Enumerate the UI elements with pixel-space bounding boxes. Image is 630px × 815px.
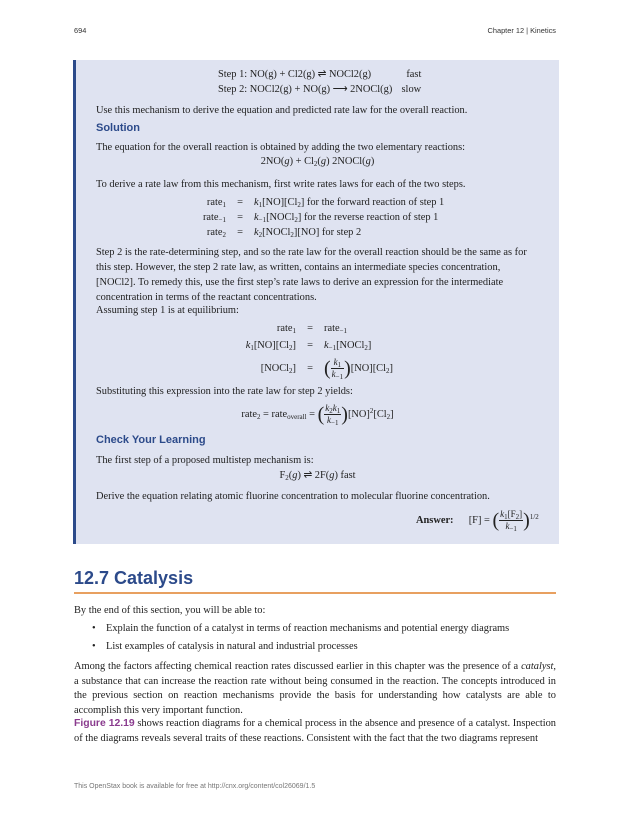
footer: This OpenStax book is available for free at http://cnx.org/content/col26069/1.5 [74, 783, 316, 790]
objective-item: • List examples of catalysis in natural and industrial processes [92, 641, 358, 652]
overall-equation: $2NO(g) + Cl_2(g)$ 2NOCl(g) [260, 156, 375, 168]
figure-link[interactable]: Figure 12.19 [74, 718, 135, 729]
equilibrium-equations: rate$_1$ = rate$_{-1}$ $k_1[NO][Cl_2]$ = $k_{-1}[NOCl_2]$ [NOCl$_2$] = ( $\frac{k_1}{k_{-1}}$ )$[NO][Cl_2]$ [245, 323, 393, 381]
mechanism-step1 [218, 68, 421, 80]
example-box [73, 60, 559, 544]
objective-item: • Explain the function of a catalyst in terms of reaction mechanisms and potential energy diagrams [92, 623, 510, 634]
rate-laws: rate$_1$ = $k_1[NO][Cl_2]$ for the forward reaction of step 1 rate$_{-1}$ = $k_{-1}[NOCl_2]$ for the reverse reaction of step 1 rate$_2$ = $k_2[NOCl_2][NO]$ for step 2 [202, 197, 445, 239]
check-heading: Check Your Learning [96, 434, 206, 446]
derive-text: To derive a rate law from this mechanism, first write rates laws for each of the two steps. [96, 179, 466, 190]
chapter-header: Chapter 12 | Kinetics [487, 26, 556, 35]
subst-text: Substituting this expression into the rate law for step 2 yields: [96, 386, 353, 397]
page-number: 694 [74, 26, 87, 35]
rate2-note: for step 2 [321, 227, 362, 238]
step1-equation: Step 1: NO(g) + Cl2(g) ⇌ NOCl2(g) [218, 69, 372, 80]
rate-overall-equation: rate$_2$ = rate$_{overall}$ = ( $\frac{k_2k_1}{k_{-1}}$ )$[NO]^2[Cl_2]$ [241, 403, 394, 427]
check-text: The first step of a proposed multistep mechanism is: [96, 455, 314, 466]
f2-rate: fast [340, 470, 356, 481]
mechanism-step2 [218, 83, 421, 95]
section-rule [74, 592, 556, 594]
answer-line: Answer: [F] = ( $\frac{k_1[F_2]}{k_{-1}}$ )$^{1/2}$ [416, 509, 539, 533]
intro-text: Use this mechanism to derive the equation and predicted rate law for the overall reaction. [96, 105, 468, 116]
answer-label: Answer: [416, 514, 454, 526]
step2-equation: Step 2: NOCl2(g) + NO(g) ⟶ 2NOCl(g) [218, 84, 393, 95]
rate-forward-note: for the forward reaction of step 1 [306, 197, 445, 208]
paragraph-1: Among the factors affecting chemical reaction rates discussed earlier in this chapter was the presence of a catalyst, a substance that can increase the reaction rate without being consumed in the reaction. The concepts introduced in the previous section on reaction mechanisms provide the basis for understanding how catalysts are able to accomplish this very important function. [74, 661, 556, 716]
rds-text: Step 2 is the rate-determining step, and so the rate law for the overall reaction should be the same as for this step. However, the step 2 rate law, as written, contains an intermediate species concentration, [NOCl2]. To remedy this, use the first step’s rate laws to derive an expression for the intermediate concentration in terms of the reactant concentrations. [96, 247, 527, 303]
assume-text: Assuming step 1 is at equilibrium: [96, 305, 239, 316]
f2-equation: $F_2(g)$ ⇌ 2F(g) fast [279, 470, 356, 482]
step2-rate: slow [401, 84, 422, 95]
objectives-intro: By the end of this section, you will be able to: [74, 605, 266, 616]
rate-reverse-note: for the reverse reaction of step 1 [303, 212, 439, 223]
overall-text: The equation for the overall reaction is obtained by adding the two elementary reactions: [96, 142, 466, 153]
section-title: 12.7 Catalysis [74, 568, 194, 588]
derive-f-text: Derive the equation relating atomic fluorine concentration to molecular fluorine concentration. [96, 491, 490, 502]
solution-heading: Solution [96, 122, 140, 134]
paragraph-2: Figure 12.19 shows reaction diagrams for a chemical process in the absence and presence of a catalyst. Inspection of the diagrams reveals several traits of these reactions. Consistent with the fact that the two diagrams represent [74, 718, 556, 744]
step1-rate: fast [406, 69, 422, 80]
